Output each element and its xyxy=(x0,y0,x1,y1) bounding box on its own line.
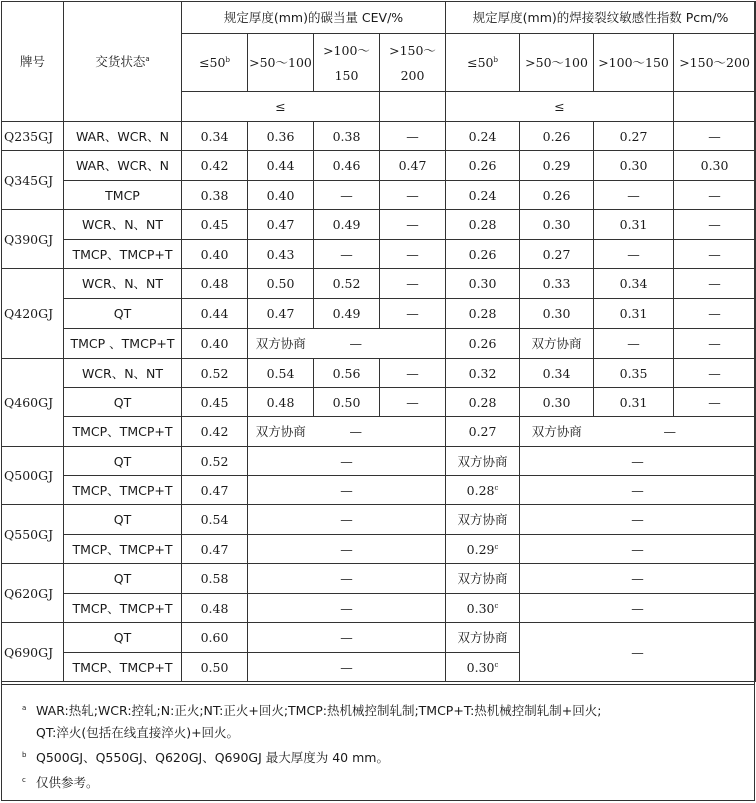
cev-cell: 0.54 xyxy=(248,359,314,388)
grade-cell: Q460GJ xyxy=(2,359,64,447)
negotiation-cell: 双方协商 xyxy=(446,623,520,653)
pcm-cell: 0.26 xyxy=(446,329,520,359)
state-cell: TMCP、TMCP+T xyxy=(64,417,182,447)
document-page xyxy=(1,1,755,801)
footnote-mark: c xyxy=(494,601,499,610)
pcm-cell: — xyxy=(674,181,756,210)
pcm-cell: 0.28 xyxy=(446,210,520,240)
header-cev-col: >100～150 xyxy=(314,34,380,92)
cev-cell: 0.42 xyxy=(182,417,248,447)
pcm-cell: 0.27 xyxy=(446,417,520,447)
footnote-a-text-cont: QT:淬火(包括在线直接淬火)+回火。 xyxy=(36,725,240,740)
table-row xyxy=(2,329,756,359)
cev-cell: — xyxy=(380,359,446,388)
cev-cell: 0.44 xyxy=(182,299,248,329)
pcm-cell: 0.30 xyxy=(594,151,674,181)
cev-cell: — xyxy=(314,181,380,210)
header-pcm-col: >50～100 xyxy=(520,34,594,92)
cev-cell: 0.48 xyxy=(248,388,314,417)
cev-cell: 0.49 xyxy=(314,210,380,240)
pcm-cell: — xyxy=(674,240,756,269)
pcm-cell: 0.26 xyxy=(446,240,520,269)
cev-cell: 0.58 xyxy=(182,564,248,594)
pcm-cell: 0.28 xyxy=(446,299,520,329)
pcm-cell: — xyxy=(674,269,756,299)
negotiation-cell: 双方协商 xyxy=(248,417,314,447)
grade-cell: Q500GJ xyxy=(2,447,64,505)
cev-cell: 0.40 xyxy=(248,181,314,210)
state-cell: TMCP、TMCP+T xyxy=(64,594,182,623)
cev-cell: 0.43 xyxy=(248,240,314,269)
state-cell: TMCP、TMCP+T xyxy=(64,535,182,564)
pcm-cell: 0.30 xyxy=(674,151,756,181)
state-cell: QT xyxy=(64,447,182,476)
state-cell: WAR、WCR、N xyxy=(64,122,182,151)
pcm-cell: 0.32 xyxy=(446,359,520,388)
cev-cell: 0.48 xyxy=(182,269,248,299)
pcm-cell: 0.30 xyxy=(446,269,520,299)
table-row xyxy=(2,299,756,329)
cev-cell: — xyxy=(380,122,446,151)
grade-cell: Q690GJ xyxy=(2,623,64,682)
footnote-mark: b xyxy=(22,751,27,759)
cev-cell: — xyxy=(314,240,380,269)
table-row xyxy=(2,359,756,388)
grade-cell: Q550GJ xyxy=(2,505,64,564)
pcm-value: 0.30 xyxy=(466,600,495,616)
cev-cell: — xyxy=(248,564,446,594)
cev-cell: 0.40 xyxy=(182,240,248,269)
negotiation-cell: 双方协商 xyxy=(446,564,520,594)
pcm-cell xyxy=(446,535,520,564)
pcm-cell: 0.30 xyxy=(520,210,594,240)
pcm-value: 0.30 xyxy=(466,659,495,675)
grade-cell: Q235GJ xyxy=(2,122,64,151)
cev-cell: 0.56 xyxy=(314,359,380,388)
pcm-cell: — xyxy=(594,417,756,447)
pcm-cell xyxy=(446,653,520,682)
pcm-cell: 0.27 xyxy=(520,240,594,269)
cev-cell: — xyxy=(248,505,446,535)
state-cell: QT xyxy=(64,299,182,329)
footnote-mark: a xyxy=(145,55,150,63)
carbon-equivalent-table xyxy=(1,1,756,682)
cev-cell: 0.52 xyxy=(182,359,248,388)
state-cell: WCR、N、NT xyxy=(64,210,182,240)
footnotes xyxy=(2,684,754,794)
footnote-mark: c xyxy=(494,660,499,669)
pcm-cell: 0.33 xyxy=(520,269,594,299)
header-delivery xyxy=(64,2,182,122)
footnote-c-text: 仅供参考。 xyxy=(36,775,99,790)
pcm-value: 0.28 xyxy=(466,482,495,498)
pcm-cell: 0.26 xyxy=(520,122,594,151)
cev-cell: 0.50 xyxy=(314,388,380,417)
table-row xyxy=(2,623,756,653)
cev-cell: — xyxy=(380,269,446,299)
pcm-cell: 0.34 xyxy=(520,359,594,388)
pcm-cell: 0.34 xyxy=(594,269,674,299)
cev-cell: 0.52 xyxy=(314,269,380,299)
state-cell: TMCP、TMCP+T xyxy=(64,653,182,682)
cev-cell: — xyxy=(380,240,446,269)
cev-cell: — xyxy=(248,623,446,653)
table-row xyxy=(2,388,756,417)
state-cell: TMCP 、TMCP+T xyxy=(64,329,182,359)
cev-cell: — xyxy=(248,535,446,564)
pcm-cell: — xyxy=(520,505,756,535)
header-row-1 xyxy=(2,2,756,34)
pcm-cell: — xyxy=(674,329,756,359)
negotiation-cell: 双方协商 xyxy=(520,329,594,359)
cev-cell: — xyxy=(380,299,446,329)
pcm-cell: — xyxy=(674,122,756,151)
pcm-value: 0.29 xyxy=(466,541,495,557)
cev-cell: 0.52 xyxy=(182,447,248,476)
state-cell: QT xyxy=(64,505,182,535)
pcm-cell: 0.31 xyxy=(594,388,674,417)
cev-cell: — xyxy=(314,417,446,447)
header-blank xyxy=(674,92,756,122)
header-pcm-group: 规定厚度(mm)的焊接裂纹敏感性指数 Pcm/% xyxy=(446,2,756,34)
header-cev-col: >150～200 xyxy=(380,34,446,92)
pcm-cell xyxy=(446,476,520,505)
table-row xyxy=(2,122,756,151)
cev-cell: — xyxy=(314,329,446,359)
pcm-cell: — xyxy=(674,299,756,329)
cev-cell: 0.47 xyxy=(248,210,314,240)
pcm-cell: — xyxy=(520,623,756,682)
col-label: ≤50 xyxy=(467,55,494,70)
pcm-cell: 0.26 xyxy=(446,151,520,181)
header-cev-group: 规定厚度(mm)的碳当量 CEV/% xyxy=(182,2,446,34)
table-row xyxy=(2,240,756,269)
state-cell: TMCP、TMCP+T xyxy=(64,240,182,269)
state-cell: WAR、WCR、N xyxy=(64,151,182,181)
footnote-b xyxy=(16,744,744,769)
col-label: ≤50 xyxy=(199,55,226,70)
pcm-cell: — xyxy=(674,359,756,388)
negotiation-cell: 双方协商 xyxy=(520,417,594,447)
cev-cell: — xyxy=(248,476,446,505)
cev-cell: 0.44 xyxy=(248,151,314,181)
header-cev-col: >50～100 xyxy=(248,34,314,92)
table-row xyxy=(2,447,756,476)
footnote-mark: c xyxy=(22,776,26,784)
cev-cell: 0.38 xyxy=(182,181,248,210)
cev-cell: 0.40 xyxy=(182,329,248,359)
cev-cell: — xyxy=(380,388,446,417)
state-cell: QT xyxy=(64,623,182,653)
pcm-cell: 0.35 xyxy=(594,359,674,388)
pcm-cell: 0.30 xyxy=(520,388,594,417)
header-pcm-col xyxy=(446,34,520,92)
negotiation-cell: 双方协商 xyxy=(248,329,314,359)
cev-cell: — xyxy=(248,594,446,623)
header-grade-label: 牌号 xyxy=(19,54,45,69)
footnote-b-text: Q500GJ、Q550GJ、Q620GJ、Q690GJ 最大厚度为 40 mm。 xyxy=(36,750,389,765)
state-cell: TMCP xyxy=(64,181,182,210)
state-cell: QT xyxy=(64,388,182,417)
table-row xyxy=(2,269,756,299)
cev-cell: — xyxy=(248,447,446,476)
cev-cell: 0.49 xyxy=(314,299,380,329)
pcm-cell: 0.24 xyxy=(446,181,520,210)
header-pcm-col: >100～150 xyxy=(594,34,674,92)
table-row xyxy=(2,476,756,505)
table-row xyxy=(2,151,756,181)
footnote-mark: b xyxy=(225,56,230,64)
footnote-a xyxy=(16,697,744,744)
state-cell: QT xyxy=(64,564,182,594)
table-row xyxy=(2,417,756,447)
negotiation-cell: 双方协商 xyxy=(446,505,520,535)
grade-cell: Q390GJ xyxy=(2,210,64,269)
cev-cell: 0.47 xyxy=(248,299,314,329)
cev-cell: 0.50 xyxy=(182,653,248,682)
cev-cell: 0.50 xyxy=(248,269,314,299)
table-row xyxy=(2,210,756,240)
cev-cell: — xyxy=(248,653,446,682)
table-row xyxy=(2,505,756,535)
pcm-cell: — xyxy=(520,447,756,476)
grade-cell: Q620GJ xyxy=(2,564,64,623)
cev-cell: 0.45 xyxy=(182,210,248,240)
pcm-cell: — xyxy=(594,329,674,359)
pcm-cell: 0.31 xyxy=(594,210,674,240)
pcm-cell: 0.29 xyxy=(520,151,594,181)
pcm-cell: 0.31 xyxy=(594,299,674,329)
pcm-le-symbol: ≤ xyxy=(446,92,674,122)
pcm-cell: — xyxy=(520,535,756,564)
cev-cell: 0.54 xyxy=(182,505,248,535)
grade-cell: Q420GJ xyxy=(2,269,64,359)
header-grade xyxy=(2,2,64,122)
cev-cell: 0.42 xyxy=(182,151,248,181)
footnote-mark: a xyxy=(22,704,27,712)
table-row xyxy=(2,594,756,623)
table-row xyxy=(2,535,756,564)
grade-cell: Q345GJ xyxy=(2,151,64,210)
pcm-cell xyxy=(446,594,520,623)
footnote-a-text: WAR:热轧;WCR:控轧;N:正火;NT:正火+回火;TMCP:热机械控制轧制;TMCP+T:热机械控制轧制+回火; xyxy=(36,703,602,718)
table-row xyxy=(2,564,756,594)
cev-cell: 0.45 xyxy=(182,388,248,417)
cev-cell: 0.47 xyxy=(380,151,446,181)
footnote-mark: c xyxy=(494,542,499,551)
cev-cell: 0.38 xyxy=(314,122,380,151)
cev-cell: — xyxy=(380,181,446,210)
cev-cell: 0.48 xyxy=(182,594,248,623)
pcm-cell: 0.27 xyxy=(594,122,674,151)
pcm-cell: — xyxy=(594,240,674,269)
cev-cell: 0.60 xyxy=(182,623,248,653)
cev-cell: 0.47 xyxy=(182,535,248,564)
pcm-cell: — xyxy=(594,181,674,210)
header-blank xyxy=(380,92,446,122)
pcm-cell: 0.26 xyxy=(520,181,594,210)
header-cev-col xyxy=(182,34,248,92)
table-row xyxy=(2,181,756,210)
negotiation-cell: 双方协商 xyxy=(446,447,520,476)
cev-cell: 0.34 xyxy=(182,122,248,151)
cev-cell: — xyxy=(380,210,446,240)
pcm-cell: 0.24 xyxy=(446,122,520,151)
state-cell: WCR、N、NT xyxy=(64,359,182,388)
footnote-mark: c xyxy=(494,483,499,492)
footnote-c xyxy=(16,769,744,794)
pcm-cell: — xyxy=(674,210,756,240)
cev-cell: 0.46 xyxy=(314,151,380,181)
pcm-cell: 0.30 xyxy=(520,299,594,329)
pcm-cell: — xyxy=(520,476,756,505)
header-pcm-col: >150～200 xyxy=(674,34,756,92)
state-cell: WCR、N、NT xyxy=(64,269,182,299)
pcm-cell: 0.28 xyxy=(446,388,520,417)
cev-le-symbol: ≤ xyxy=(182,92,380,122)
footnote-mark: b xyxy=(493,56,498,64)
cev-cell: 0.36 xyxy=(248,122,314,151)
pcm-cell: — xyxy=(674,388,756,417)
cev-cell: 0.47 xyxy=(182,476,248,505)
pcm-cell: — xyxy=(520,564,756,594)
header-delivery-label: 交货状态 xyxy=(95,54,146,69)
state-cell: TMCP、TMCP+T xyxy=(64,476,182,505)
pcm-cell: — xyxy=(520,594,756,623)
